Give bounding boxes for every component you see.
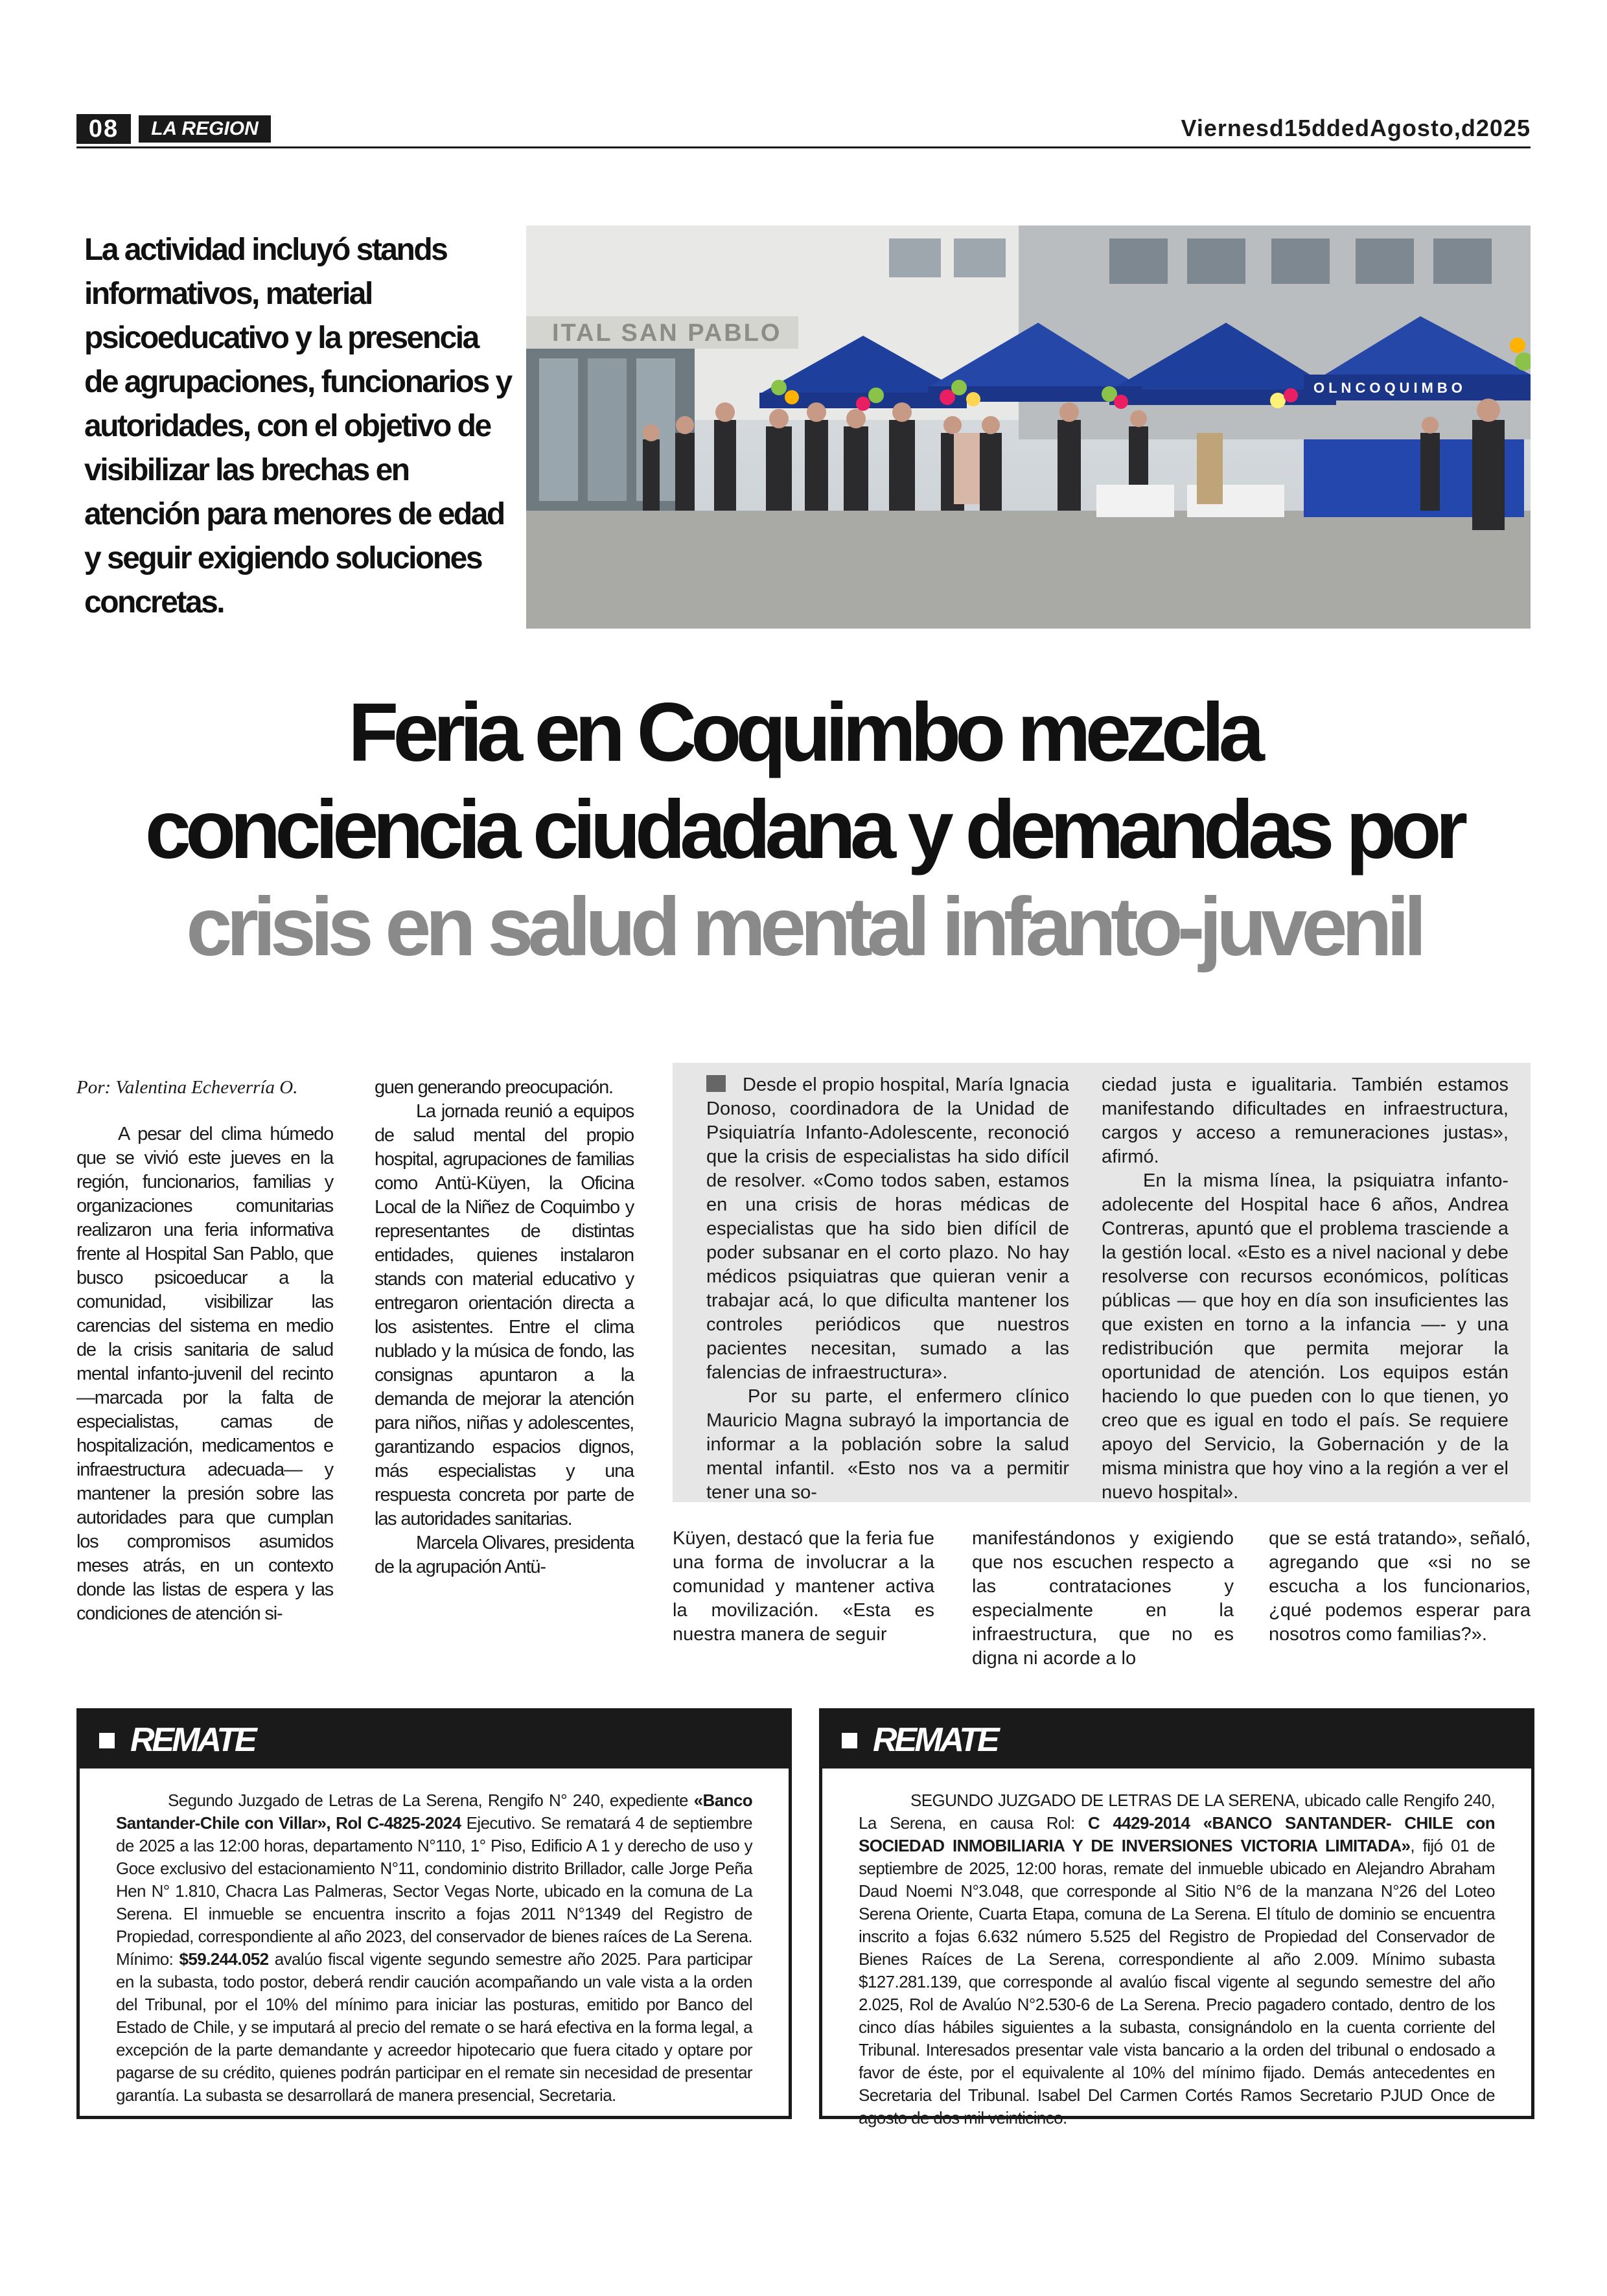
notice-minimum-amount: $59.244.052 — [179, 1949, 269, 1969]
headline — [76, 684, 1531, 976]
notice-text — [80, 1768, 789, 2107]
legal-notice-2 — [819, 1708, 1534, 2128]
notice-text-part: , fijó 01 de septiembre de 2025, 12:00 horas, remate del inmueble ubicado en Alejandro Abraham Daud Noemi N°3.048, que corresponde al Sitio N°6 de la manzana N°26 del Loteo Serena Oriente, Cuarta Etapa, comuna de La Serena. El título de dominio se encuentra inscrito a fojas 6.632 número 5.525 del Registro de Propiedad del Conservador de Bienes Raíces de La Serena, correspondiente al año 2.009. Mínimo subasta $127.281.139, que corresponde al avalúo fiscal vigente al segundo semestre del año 2.025, Rol de Avalúo N°2.530-6 de La Serena. Precio pagadero contado, dentro de los cinco días hábiles siguientes a la subasta, consignándolo en la cuenta corriente del Tribunal. Interesados presentar vale vista bancario a la orden del tribunal o endosado a favor de éste, por el equivalente al 10% del mínimo fijado. Demás antecedentes en Secretaria del Tribunal. Isabel Del Carmen Cortés Ramos Secretario PJUD Once de agosto de dos mil veinticinco. — [859, 1836, 1496, 2128]
notice-text-part: SEGUNDO JUZGADO DE LETRAS DE LA SERENA, ubicado calle Rengifo 240, La Serena, en causa Rol: — [859, 1791, 1495, 1833]
newspaper-logo: LA REGION — [139, 115, 271, 143]
square-icon — [842, 1733, 857, 1748]
notice-case-title: «Banco Santander-Chile con Villar», Rol C-4825-2024 — [116, 1791, 752, 1833]
notice-text — [822, 1768, 1531, 2129]
headline-line-1: Feria en Coquimbo mezcla — [348, 686, 1259, 779]
notice-case-title: C 4429-2014 «BANCO SANTANDER- CHILE con SOCIEDAD INMOBILIARIA Y DE INVERSIONES VICTORIA LIMITADA» — [859, 1813, 1495, 1855]
paragraph: Marcela Olivares, presidenta de la agrupación Antü- — [375, 1533, 634, 1577]
paragraph: que se está tratando», señaló, agregando que «si no se escucha a los funcionarios, ¿qué podemos esperar para nosotros como familias?». — [1269, 1528, 1531, 1645]
photo-illustration — [526, 226, 1531, 629]
notice-text-part: Segundo Juzgado de Letras de La Serena, Rengifo N° 240, expediente — [168, 1791, 694, 1810]
article-column-2 — [375, 1076, 634, 1579]
notice-title: REMATE — [873, 1721, 997, 1759]
tent-banner: OLNCOQUIMBO — [1313, 380, 1466, 396]
notice-title: REMATE — [130, 1721, 255, 1759]
notice-text-part: avalúo fiscal vigente segundo semestre año 2025. Para participar en la subasta, todo postor, deberá rendir caución acompañando un vale vista a la orden del Tribunal, por el 10% del mínimo para iniciar las posturas, emitido por Banco del Estado de Chile, y se imputará al precio del remate o se hará efectiva en la forma legal, a excepción de la parte demandante y acreedor hipotecario que fuera citado y optare por pagarse de su crédito, quienes podrán participar en el remate sin necesidad de presentar garantía. La subasta se desarrollará de manera presencial, Secretaria. — [116, 1949, 752, 2105]
paragraph: ciedad justa e igualitaria. También estamos manifestando dificultades en infraestructura, cargos y acceso a remuneraciones justas», afirmó. — [1102, 1074, 1509, 1167]
paragraph: La jornada reunió a equipos de salud mental del propio hospital, agrupaciones de familias como Antü-Küyen, la Oficina Local de la Niñez de Coquimbo y representantes de distintas entidades, quienes instalaron stands con material educativo y entregaron orientación directa a los asistentes. Entre el clima nublado y la música de fondo, las consignas apuntaron a la demanda de mejorar la atención para niños, niñas y adolescentes, garantizando espacios dignos, más especialistas y una respuesta concreta por parte de las autoridades sanitarias. — [375, 1101, 634, 1529]
notice-header — [822, 1711, 1531, 1768]
headline-line-2: conciencia ciudadana y demandas por — [145, 783, 1462, 876]
event-photo — [526, 226, 1531, 629]
article-column-5 — [673, 1527, 934, 1647]
paragraph: manifestándonos y exigiendo que nos escuchen respecto a las contrataciones y especialmente en la infraestructura, que no es digna ni acorde a lo — [972, 1528, 1234, 1669]
legal-notice-1 — [76, 1708, 792, 2119]
paragraph-text: Desde el propio hospital, María Ignacia Donoso, coordinadora de la Unidad de Psiquiatría Infanto-Adolescente, reconoció que la crisis de especialistas ha sido difícil de resolver. «Como todos saben, estamos en una crisis de horas médicas de especialistas que ha sido bien difícil de poder subsanar en el corto plazo. No hay médicos psiquiatras que quieran venir a trabajar acá, lo que dificulta mantener los controles periódicos que nuestros pacientes necesitan, sumado a las falencias de infraestructura». — [706, 1074, 1069, 1383]
article-column-4 — [1102, 1073, 1509, 1505]
paragraph — [706, 1073, 1069, 1385]
article-column-1 — [76, 1122, 333, 1626]
paragraph: A pesar del clima húmedo que se vivió este jueves en la región, funcionarios, familias y organizaciones comunitarias realizaron una feria informativa frente al Hospital San Pablo, que busco psicoeducar a la comunidad, visibilizar las carencias del sistema en medio de la crisis sanitaria de salud mental infanto-juvenil del recinto —marcada por la falta de especialistas, camas de hospitalización, medicamentos e infraestructura adecuada— y mantener la presión sobre las autoridades para que cumplan los compromisos asumidos meses atrás, en un contexto donde las listas de espera y las condiciones de atención si- — [76, 1124, 333, 1624]
paragraph: Por su parte, el enfermero clínico Mauricio Magna subrayó la importancia de informar a la población sobre la salud mental infantil. «Esto nos va a permitir tener una so- — [706, 1386, 1069, 1503]
article-column-7 — [1269, 1527, 1531, 1647]
section-marker-icon — [706, 1075, 726, 1092]
issue-date: Viernesd15ddedAgosto,d2025 — [1181, 115, 1531, 141]
paragraph: En la misma línea, la psiquiatra infanto-adolecente del Hospital hace 6 años, Andrea Contreras, apuntó que el problema trasciende a la gestión local. «Esto es a nivel nacional y debe resolverse con recursos económicos, políticas públicas — que hoy en día son insuficientes las que existen en torno a la infancia —- y una redistribución que permita mejorar la oportunidad de atención. Los equipos están haciendo lo que pueden con lo que tienen, yo creo que es igual en todo el país. Se requiere apoyo del Servicio, la Gobernación y de la misma ministra que hoy vino a la región a ver el nuevo hospital». — [1102, 1170, 1509, 1503]
byline: Por: Valentina Echeverría O. — [76, 1077, 298, 1098]
paragraph: guen generando preocupación. — [375, 1077, 613, 1098]
notice-text-part: Ejecutivo. Se rematará 4 de septiembre de 2025 a las 12:00 horas, departamento N°110, 1° Piso, Edificio A 1 y derecho de uso y Goce exclusivo del estacionamiento N°11, condominio distrito Brillador, calle Jorge Peña Hen N° 1.810, Chacra Las Palmeras, Sector Vegas Norte, ubicado en la comuna de La Serena. El inmueble se encuentra inscrito a fojas 2011 N°1349 del Registro de Propiedad, correspondiente al año 2023, del conservador de bienes raíces de La Serena. Mínimo: — [116, 1813, 753, 1969]
page-number: 08 — [76, 114, 131, 144]
headline-line-3: crisis en salud mental infanto-juvenil — [186, 881, 1421, 973]
paragraph: Küyen, destacó que la feria fue una forma de involucrar a la comunidad y mantener activa la movilización. «Esta es nuestra manera de seguir — [673, 1528, 934, 1645]
hospital-sign: ITAL SAN PABLO — [552, 319, 782, 347]
notice-header — [80, 1711, 789, 1768]
photo-caption: La actividad incluyó stands informativos, material psicoeducativo y la presencia de agrupaciones, funcionarios y autoridades, con el objetivo de visibilizar las brechas en atención para menores de edad y seguir exigiendo soluciones concretas. — [84, 233, 511, 620]
header-rule — [76, 146, 1531, 148]
square-icon — [99, 1733, 115, 1748]
article-column-3 — [706, 1073, 1069, 1505]
article-column-6 — [972, 1527, 1234, 1671]
